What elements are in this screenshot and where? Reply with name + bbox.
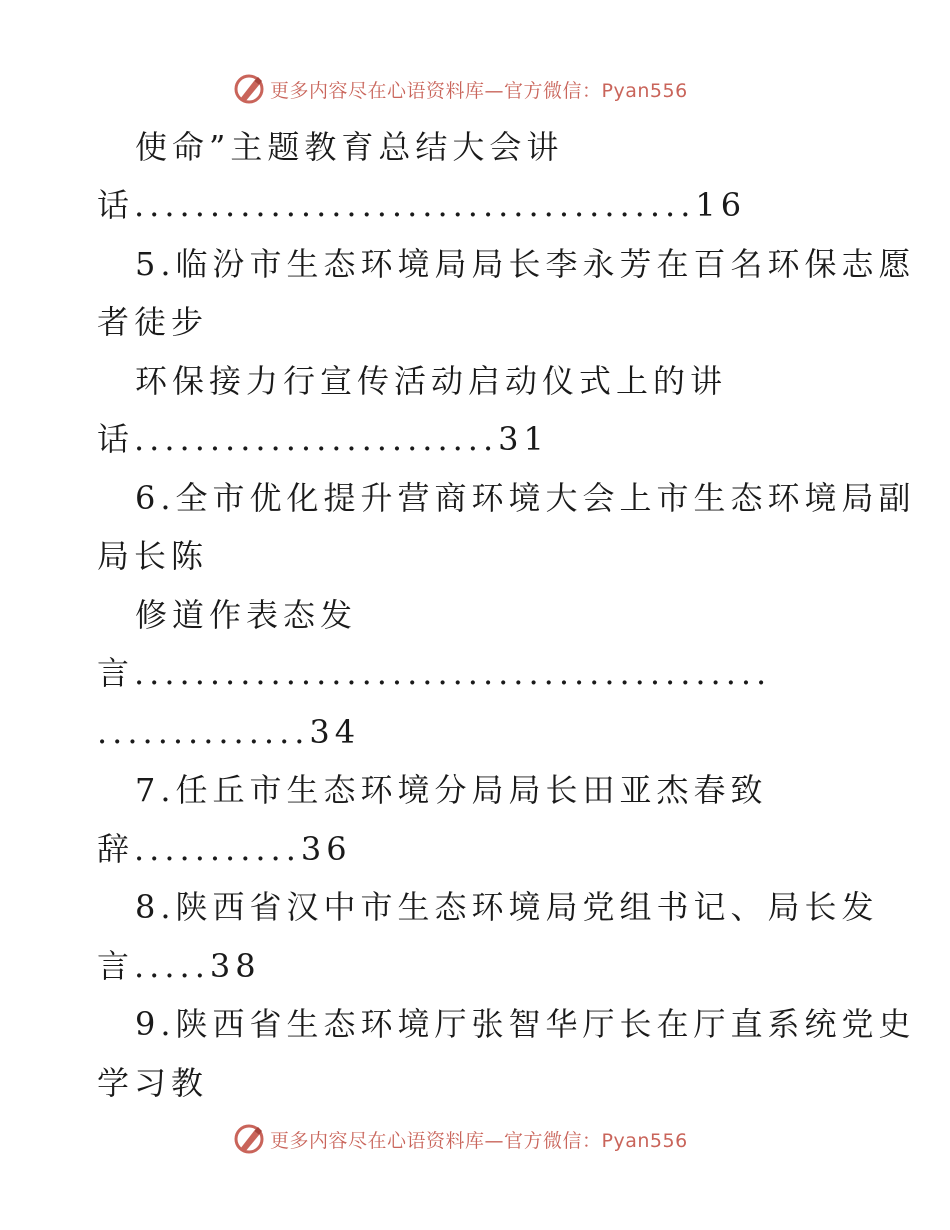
toc-line: 9.陕西省生态环境厅张智华厅长在厅直系统党史 <box>135 1005 916 1043</box>
toc-line: 5.临汾市生态环境局局长李永芳在百名环保志愿 <box>135 245 916 283</box>
toc-line: 者徒步 <box>97 303 209 341</box>
toc-line: 言.......................................... <box>97 654 772 692</box>
watermark-header <box>232 72 688 106</box>
toc-line: 辞...........36 <box>97 830 352 868</box>
toc-line: 局长陈 <box>97 537 209 575</box>
toc-line: 使命”主题教育总结大会讲 <box>135 128 564 166</box>
toc-line: 环保接力行宣传活动启动仪式上的讲 <box>135 362 728 400</box>
toc-line: 修道作表态发 <box>135 596 358 634</box>
watermark-text: 更多内容尽在心语资料库—官方微信：Pyan556 <box>270 79 688 102</box>
toc-line: 6.全市优化提升营商环境大会上市生态环境局副 <box>135 479 916 517</box>
toc-line: 7.任丘市生态环境分局局长田亚杰春致 <box>135 771 768 809</box>
toc-line: 学习教 <box>97 1064 209 1102</box>
pen-circle-logo-icon <box>232 1122 266 1156</box>
toc-line: 言.....38 <box>97 947 261 985</box>
toc-line: 话.....................................16 <box>97 186 747 224</box>
toc-line: 话........................31 <box>97 420 549 458</box>
pen-circle-logo-icon <box>232 72 266 106</box>
watermark-footer <box>232 1122 688 1156</box>
watermark-text: 更多内容尽在心语资料库—官方微信：Pyan556 <box>270 1129 688 1152</box>
toc-line: ..............34 <box>97 713 361 751</box>
toc-line: 8.陕西省汉中市生态环境局党组书记、局长发 <box>135 888 879 926</box>
